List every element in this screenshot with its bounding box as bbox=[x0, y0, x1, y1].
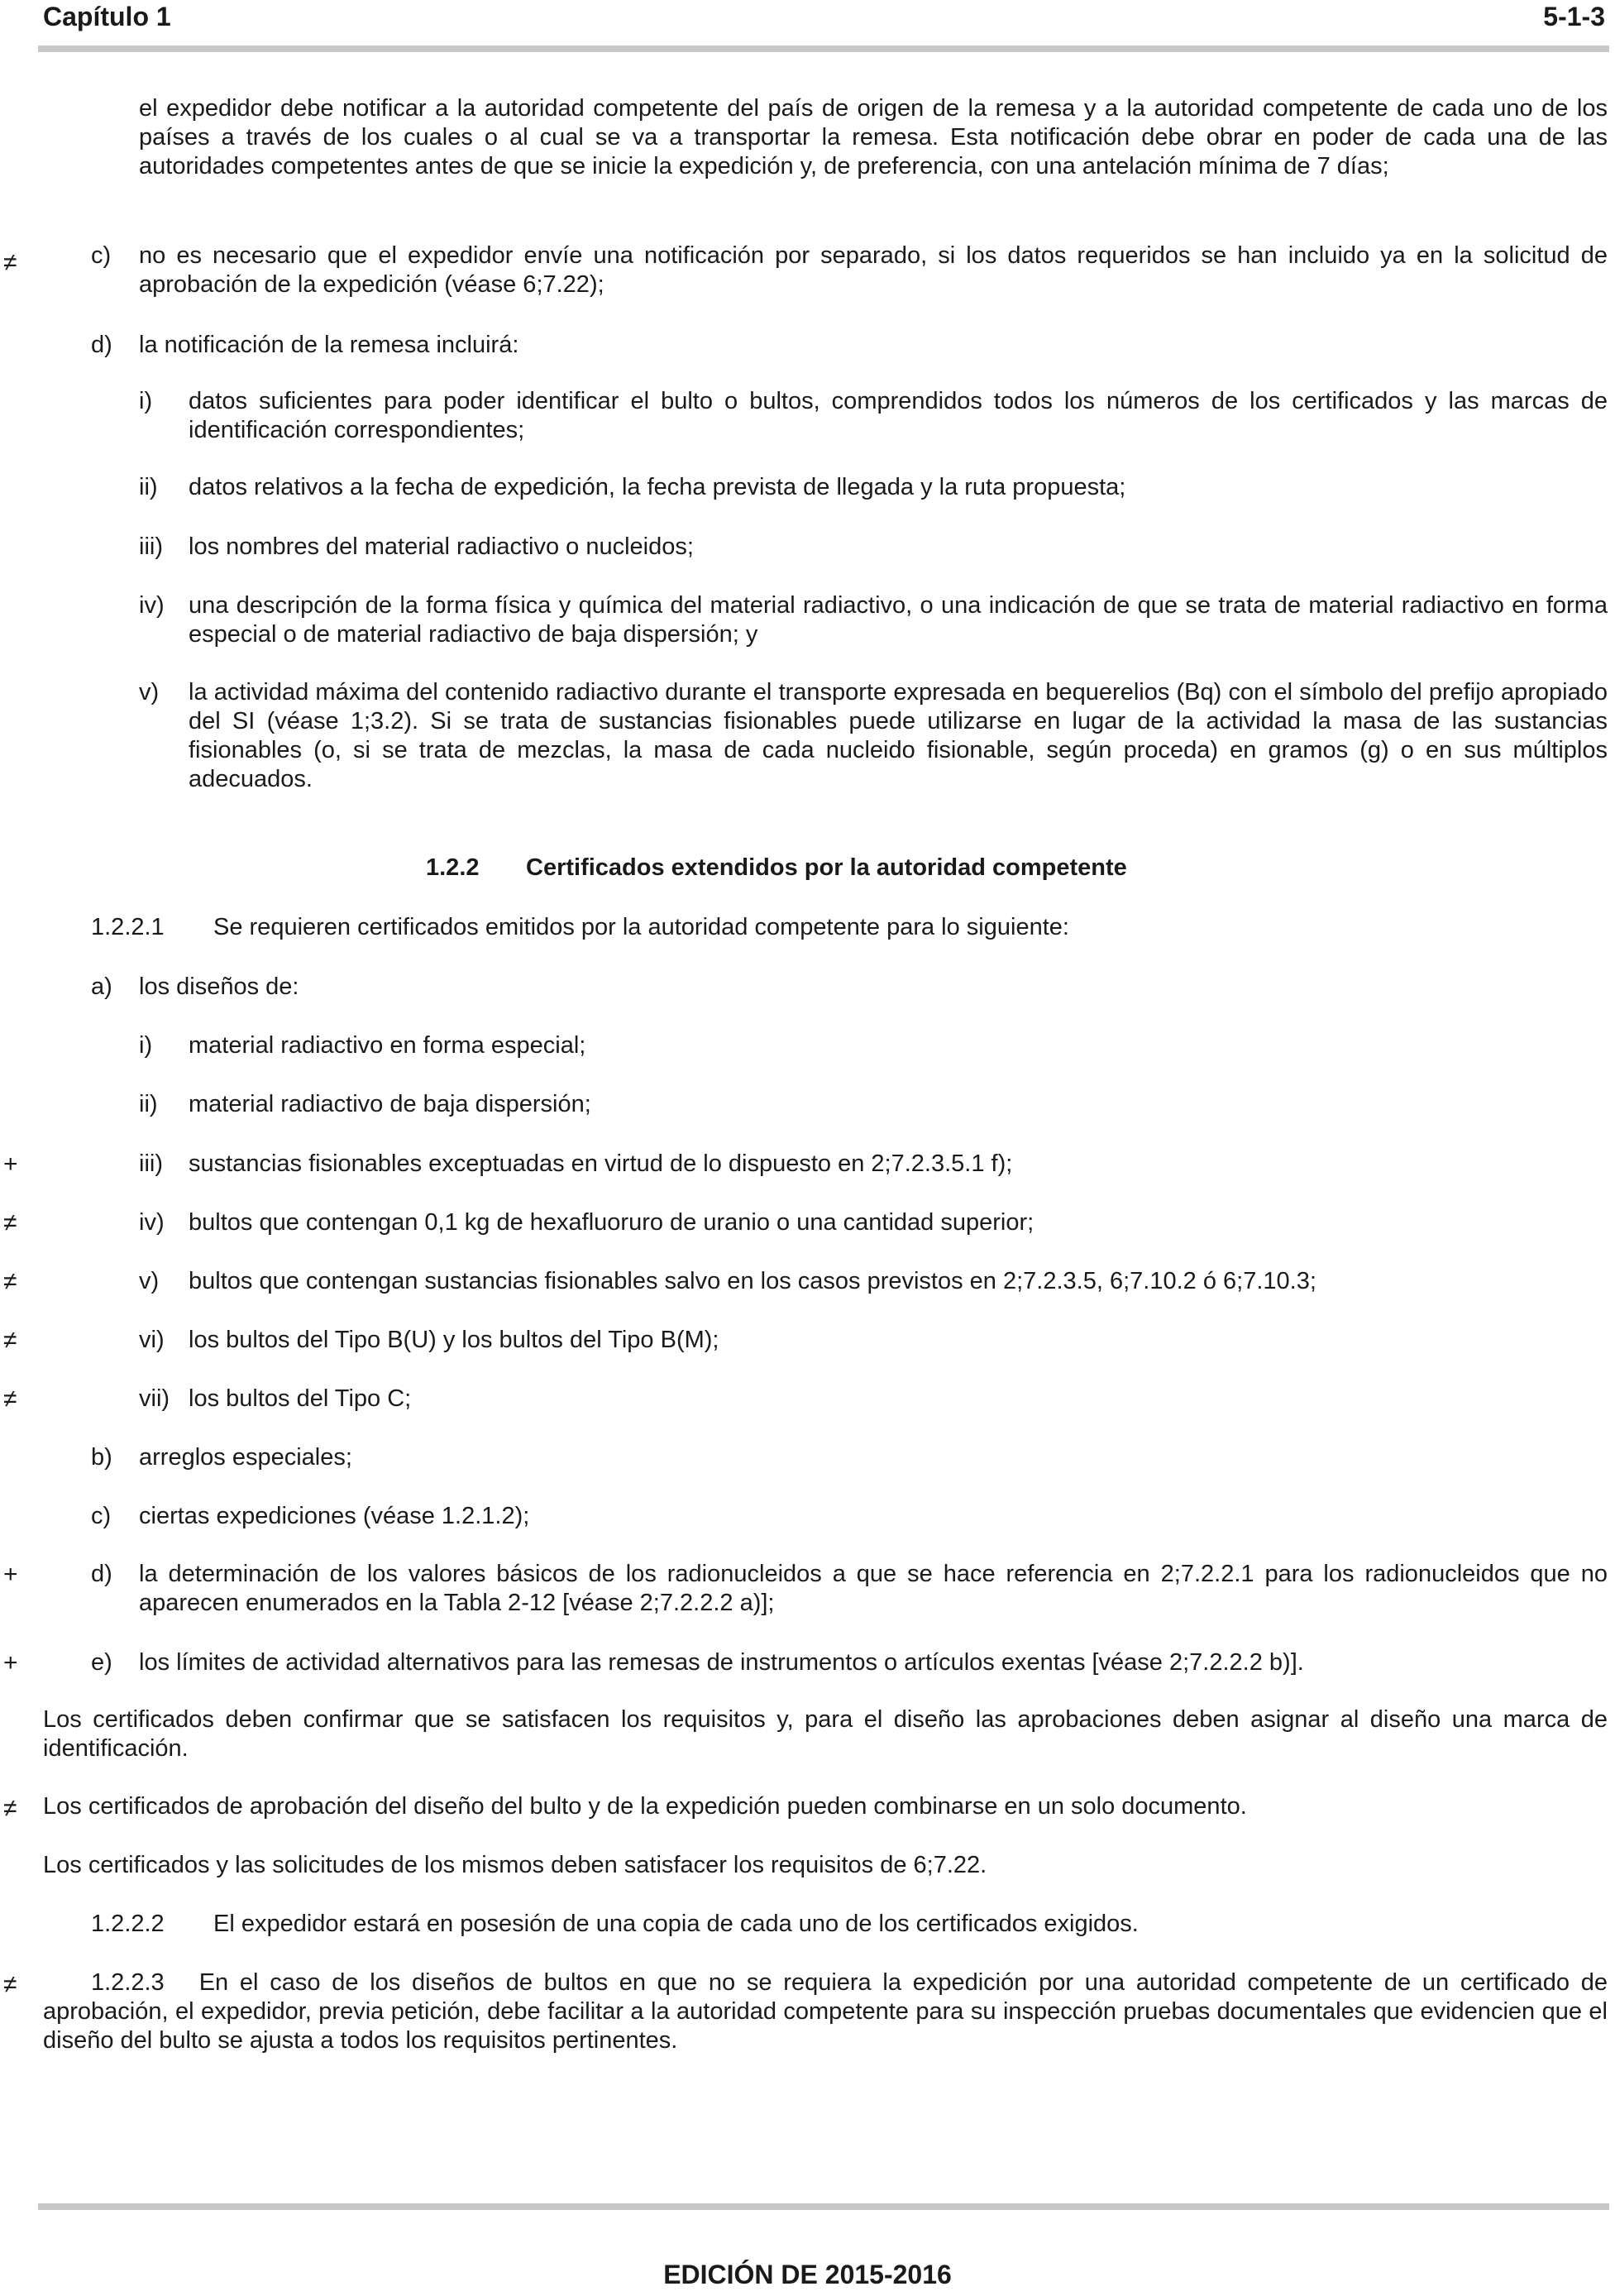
item-label: e) bbox=[91, 1649, 112, 1676]
paragraph-text: El expedidor estará en posesión de una copia de cada uno de los certificados exigidos. bbox=[213, 1911, 1139, 1937]
edition-footer: EDICIÓN DE 2015-2016 bbox=[663, 2260, 952, 2289]
subitem-text: material radiactivo de baja dispersión; bbox=[189, 1091, 591, 1117]
subitem-label: iii) bbox=[139, 533, 163, 560]
subitem-label: v) bbox=[139, 679, 160, 706]
subitem-label: ii) bbox=[139, 474, 158, 500]
footer-rule bbox=[38, 2203, 1609, 2210]
chapter-title: Capítulo 1 bbox=[43, 2, 171, 31]
change-mark-ne: ≠ bbox=[3, 1795, 17, 1822]
header-rule bbox=[38, 45, 1609, 52]
change-mark-ne: ≠ bbox=[3, 1327, 17, 1354]
change-mark-ne: ≠ bbox=[3, 1385, 17, 1413]
page-number: 5-1-3 bbox=[1543, 2, 1605, 31]
item-text: no es necesario que el expedidor envíe una notificación por separado, si los datos requeridos se han incluido ya en la solicitud de aprobación de la expedición (véase 6;7.22); bbox=[139, 242, 1608, 298]
subitem-text: la actividad máxima del contenido radiactivo durante el transporte expresada en bequerelios (Bq) con el símbolo del prefijo apropiado del SI (véase 1;3.2). Si se trata de sustancias fisionables puede utilizarse en lugar de la actividad la masa de las sustancias fisionables (o, si se trata de mezclas, la masa de cada nucleido fisionable, según proceda) en gramos (g) o en sus múltiplos adecuados. bbox=[189, 679, 1608, 792]
change-mark-ne: ≠ bbox=[3, 1268, 17, 1295]
subitem-label: vi) bbox=[139, 1327, 165, 1353]
paragraph-text: Se requieren certificados emitidos por la autoridad competente para lo siguiente: bbox=[213, 914, 1069, 940]
item-label: a) bbox=[91, 973, 112, 1000]
body-paragraph: Los certificados y las solicitudes de los mismos deben satisfacer los requisitos de 6;7.22. bbox=[43, 1852, 987, 1878]
subitem-text: los bultos del Tipo C; bbox=[189, 1385, 412, 1412]
change-mark-ne: ≠ bbox=[3, 1209, 17, 1236]
subitem-text: los bultos del Tipo B(U) y los bultos del Tipo B(M); bbox=[189, 1327, 719, 1353]
continuation-paragraph: el expedidor debe notificar a la autoridad competente del país de origen de la remesa y a la autoridad competente de cada uno de los países a través de los cuales o al cual se va a transportar la remesa. Esta notificación debe obrar en poder de cada una de las autoridades competentes antes de que se inicie la expedición y, de preferencia, con una antelación mínima de 7 días; bbox=[139, 95, 1608, 179]
item-text: ciertas expediciones (véase 1.2.1.2); bbox=[139, 1503, 530, 1529]
item-text: la determinación de los valores básicos de los radionucleidos a que se hace referencia en 2;7.2.2.1 para los radionucleidos que no aparecen enumerados en la Tabla 2-12 [véase 2;7.2.2.2 a)]; bbox=[139, 1561, 1608, 1616]
subitem-label: iv) bbox=[139, 1209, 165, 1236]
change-mark-ne: ≠ bbox=[3, 1971, 17, 1998]
item-label: d) bbox=[91, 332, 112, 358]
item-text: los diseños de: bbox=[139, 973, 299, 1000]
change-mark-plus: + bbox=[3, 1150, 18, 1178]
item-label: c) bbox=[91, 1503, 112, 1529]
subitem-text: material radiactivo en forma especial; bbox=[189, 1032, 586, 1059]
subitem-label: v) bbox=[139, 1268, 160, 1294]
item-text: los límites de actividad alternativos para las remesas de instrumentos o artículos exentas [véase 2;7.2.2.2 b)]. bbox=[139, 1649, 1304, 1676]
subitem-text: bultos que contengan 0,1 kg de hexafluoruro de uranio o una cantidad superior; bbox=[189, 1209, 1034, 1236]
subitem-text: datos suficientes para poder identificar el bulto o bultos, comprendidos todos los números de los certificados y las marcas de identificación correspondientes; bbox=[189, 388, 1608, 443]
item-label: c) bbox=[91, 242, 112, 269]
subitem-text: una descripción de la forma física y química del material radiactivo, o una indicación de que se trata de material radiactivo en forma especial o de material radiactivo de baja dispersión; y bbox=[189, 592, 1608, 648]
paragraph-text: En el caso de los diseños de bultos en que no se requiera la expedición por una autoridad competente de un certificado de aprobación, el expedidor, previa petición, debe facilitar a la autoridad competente para su inspección pruebas documentales que evidencien que el diseño del bulto se ajusta a todos los requisitos pertinentes. bbox=[43, 1969, 1608, 2054]
paragraph-number: 1.2.2.3 bbox=[91, 1969, 165, 1996]
item-label: d) bbox=[91, 1561, 112, 1587]
subitem-label: iii) bbox=[139, 1150, 163, 1177]
item-label: b) bbox=[91, 1444, 112, 1471]
subitem-text: datos relativos a la fecha de expedición, la fecha prevista de llegada y la ruta propuesta; bbox=[189, 474, 1126, 500]
section-number: 1.2.2 bbox=[426, 854, 480, 881]
change-mark-plus: + bbox=[3, 1649, 18, 1677]
subitem-label: i) bbox=[139, 388, 153, 414]
subitem-label: vii) bbox=[139, 1385, 170, 1412]
change-mark-plus: + bbox=[3, 1561, 18, 1588]
body-paragraph: Los certificados de aprobación del diseño del bulto y de la expedición pueden combinarse en un solo documento. bbox=[43, 1793, 1247, 1820]
section-title: Certificados extendidos por la autoridad competente bbox=[526, 854, 1127, 881]
subitem-text: sustancias fisionables exceptuadas en virtud de lo dispuesto en 2;7.2.3.5.1 f); bbox=[189, 1150, 1013, 1177]
subitem-text: bultos que contengan sustancias fisionables salvo en los casos previstos en 2;7.2.3.5, 6;7.10.2 ó 6;7.10.3; bbox=[189, 1268, 1316, 1294]
subitem-label: iv) bbox=[139, 592, 165, 619]
subitem-text: los nombres del material radiactivo o nucleidos; bbox=[189, 533, 694, 560]
subitem-label: ii) bbox=[139, 1091, 158, 1117]
item-text: arreglos especiales; bbox=[139, 1444, 352, 1471]
paragraph-number: 1.2.2.1 bbox=[91, 914, 165, 940]
subitem-label: i) bbox=[139, 1032, 153, 1059]
body-paragraph: Los certificados deben confirmar que se satisfacen los requisitos y, para el diseño las aprobaciones deben asignar al diseño una marca de identificación. bbox=[43, 1706, 1608, 1762]
change-mark-ne: ≠ bbox=[3, 249, 17, 276]
item-text: la notificación de la remesa incluirá: bbox=[139, 332, 519, 358]
paragraph-number: 1.2.2.2 bbox=[91, 1911, 165, 1937]
paragraph-1-2-2-3 bbox=[43, 1968, 1608, 2055]
